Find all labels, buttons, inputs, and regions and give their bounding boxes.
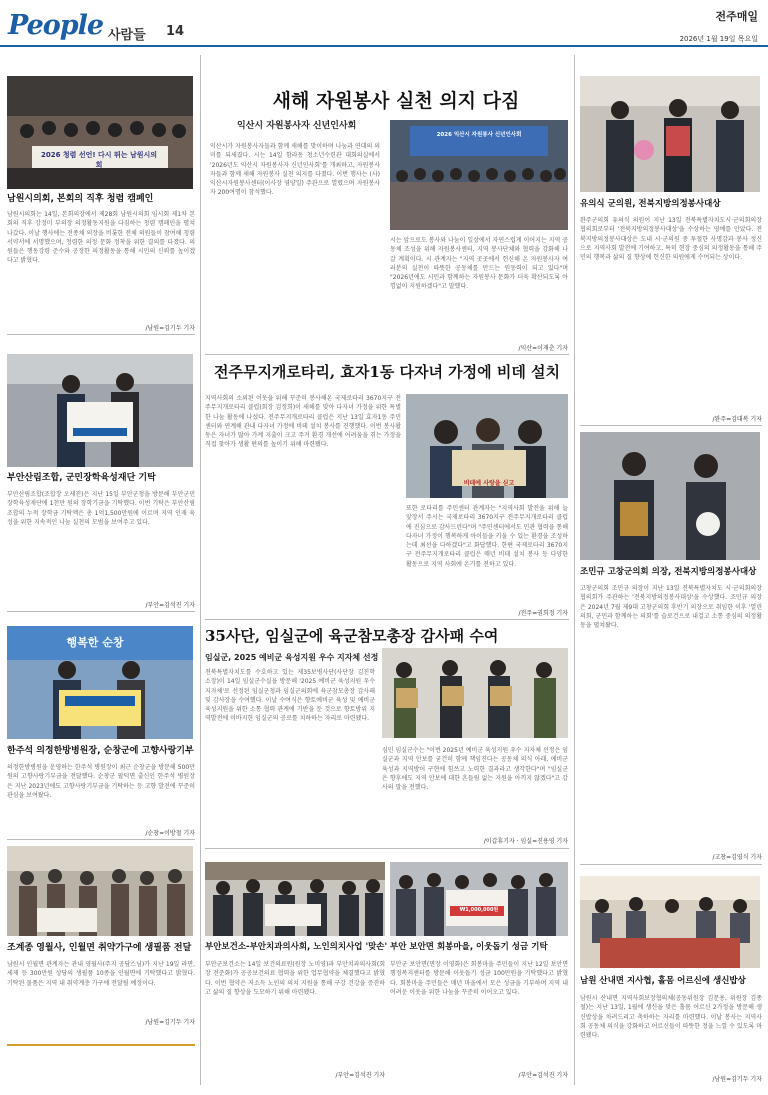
article-body: 남원시 인월면 관계자는 관내 영월사(주지 공담스님)가 지난 19일 라면, 세제 등 300만원 상당의 생필품 10종을 인월면에 기탁했다고 밝혔다. 기탁된 물품은 지역 내 취약계층 가구에 전달될 예정이다. — [7, 961, 195, 987]
header-rule — [0, 45, 768, 47]
article-body: 부안군 보안면(면장 이영화)은 회봉마을 주민들이 지난 12일 보안면 행정복지센터를 방문해 이웃돕기 성금 100만원을 기탁했다고 밝혔다. 회봉마을 주민들은 매년 마을에서 모은 성금을 기부하며 지역 내 어려운 이웃을 위한 나눔을 꾸준히 이어오고 있다. — [390, 961, 568, 996]
section-divider — [205, 848, 569, 849]
article-byline: /이갑휴기자 · 임실=진용영 기자 — [483, 838, 568, 845]
article-byline: /부안=김석진 기자 — [518, 1072, 568, 1079]
article-subhead: 익산시 자원봉사자 신년인사회 — [237, 121, 357, 131]
article-headline: 새해 자원봉사 실천 의지 다짐 — [272, 90, 520, 112]
section-divider — [580, 425, 762, 426]
article-body: 부안산림조합(조합장 오세진)은 지난 15일 부안군청을 방문해 부안군민장학육성재단에 1천만 원의 장학기금을 기탁했다. 이번 기탁은 부안산림조합의 누적 장학금 기탁액은 총 1억1,500만원에 이르며 지역 인재 육성을 위한 지속적인 나눔 실천의 모범을 보여주고 있다. — [7, 491, 195, 526]
article-headline: 남원시의회, 본회의 직후 청렴 캠페인 — [7, 194, 154, 204]
section-subtitle: 사람들 — [108, 28, 146, 43]
army-award-photo — [382, 648, 568, 738]
column-divider — [200, 55, 201, 1085]
page-number: 14 — [166, 24, 185, 39]
article-byline: /고창=김영식 기자 — [712, 854, 762, 861]
article-byline: /익산=이재춘 기자 — [518, 345, 568, 352]
council-campaign-photo — [7, 76, 193, 189]
article-body: 완주군의회 유의식 의원이 지난 13일 전북특별자치도시·군의회의장 협의회로부터 '전북지방의정봉사대상'을 수상하는 영예를 안았다. 전북지방의정봉사대상은 도내 시·군의원 중 투철한 사명감과 봉사 정신으로 지역사회 발전에 기여하고, 특히 현장 중심의 의정활동을 통해 주민의 행복과 삶의 질 향상에 헌신한 의원에게 수여되는 상이다. — [580, 217, 762, 262]
sidebar-rule — [7, 1044, 195, 1046]
article-byline: /전주=권희정 기자 — [518, 610, 568, 617]
gochang-award-photo — [580, 432, 760, 560]
article-byline: /완주=김대복 기자 — [712, 416, 762, 423]
article-headline: 조민규 고창군의회 의장, 전북지방의정봉사대상 — [580, 567, 757, 577]
article-byline: /남원=김기두 기자 — [145, 325, 195, 332]
article-body: 지역사회의 소외된 이웃을 위해 꾸준히 봉사해온 국제로타리 3670지구 전주무지개로타리 클럽(회장 김정희)이 새해를 맞아 다자녀 가정을 위한 특별한 나눔 활동에 나섰다. 전주무지개로타리 클럽은 지난 13일 효자1동 주민센터와 연계해 관내 다자녀 가정에 비데 설치 봉사를 진행했다. 이번 봉사활동은 자녀가 많아 가계 지출이 크고 주거 환경 개선에 어려움을 겪는 가정을 직접 찾아가 생활 편의를 높이기 위해 마련됐다. — [205, 395, 401, 449]
article-byline: /남원=김기두 기자 — [712, 1076, 762, 1083]
article-body: 부안군보건소는 14일 보건의료원(원장 노미영)과 부안치과의사회(회장 전준화)가 공공보건의료 협력을 위한 업무협약을 체결했다고 밝혔다. 이번 협약은 저소득 노인의 의치 지원을 통해 구강 건강을 증진하고 삶의 질 향상을 도모하기 위해 마련됐다. — [205, 961, 385, 996]
section-divider — [580, 864, 762, 865]
section-divider — [205, 619, 569, 620]
article-headline: 부안산림조합, 군민장학육성재단 기탁 — [7, 473, 156, 483]
article-body: 익산시가 자원봉사자들과 함께 새해를 맞이하며 나눔과 연대의 의미를 되새겼다. 시는 14일 함라동 청소년수련관 대회의실에서 '2026년도 익산시 자원봉사자 신년인사회'를 개최하고, 자원봉사자들과 함께 새해 자원봉사 실천 의지를 다졌다. 이번 행사는 (사)익산시자원봉사센터(이사장 염양일) 주관으로 열렸으며 자원봉사자 200여명이 참석했다. — [210, 143, 380, 197]
article-body: 시는 앞으로도 봉사와 나눔이 일상에서 자연스럽게 이어지는 지역 공동체 조성을 위해 자원봉사센터, 지역 봉사단체와 협력을 강화해 나갈 계획이다. 시 관계자는 "지역 곳곳에서 헌신해 온 자원봉사자 여러분의 실천이 따뜻한 공동체를 만드는 원동력이 되고 있다"며 "2026년에도 시민과 함께하는 자원봉사 문화가 더욱 확산되도록 아낌없이 지원하겠다"고 말했다. — [390, 237, 568, 291]
section-divider — [205, 354, 569, 355]
publication-name: 전주매일 — [715, 10, 758, 23]
article-headline: 한주석 의정한방병원장, 순창군에 고향사랑기부 — [7, 746, 194, 756]
photo-banner-text: 행복한 순창 — [66, 636, 124, 649]
article-byline: /부안=김석진 기자 — [335, 1072, 385, 1079]
issue-date: 2026년 1월 19일 목요일 — [679, 35, 758, 43]
article-headline: 부안 보안면 회봉마을, 이웃돕기 성금 기탁 — [390, 942, 548, 952]
article-byline: /부안=김석진 기자 — [145, 602, 195, 609]
article-byline: /남원=김기두 기자 — [145, 1019, 195, 1026]
article-body: 전북특별자치도를 수호하고 있는 제35보병사단(사단장 김진학 소장)이 14일 임실군수실을 방문해 '2025 예비군 육성지원 우수 지자체'로 선정된 임실군청과 임실군의회에 육군참모총장 감사패 및 감사장을 수여했다. 이날 수여식은 향토예비군 육성 및 예비군 육성지원을 위한 소통 협력 관계에 기반을 둔 것으로 향토방위 지역발전에 이바지한 임실군의 공로를 치하하는 자리로 마련됐다. — [205, 669, 375, 723]
birthday-table-photo — [580, 876, 760, 968]
article-headline: 유의식 군의원, 전북지방의정봉사대상 — [580, 199, 721, 209]
photo-banner-text: ₩1,000,000원 — [459, 907, 499, 913]
award-ceremony-photo — [580, 76, 760, 192]
photo-banner-text: 2026 청렴 선언! 다시 뛰는 남원시의회 — [40, 151, 157, 169]
article-headline: 35사단, 임실군에 육군참모총장 감사패 수여 — [205, 627, 499, 645]
article-body: 고창군의회 조민규 의장이 지난 13일 전북특별자치도 시·군의회의장협의회가 주관하는 '전북지방의정봉사대상'을 수상했다. 조민규 의장은 2024년 7월 제9대 고창군의회 후반기 의장으로 취임한 이후 '열린의회, 군민과 함께하는 의회'를 슬로건으로 내걸고 소통 중심의 의정활동을 펼쳐왔다. — [580, 585, 762, 630]
article-body: 심민 임실군수는 "이번 2025년 예비군 육성지원 우수 지자체 선정은 임실군과 지역 안보를 굳건히 함께 책임진다는 공동체 의식 아래, 예비군 육성과 지역방어 구현에 힘쓰고 노력한 결과라고 생각한다"며 "임실군은 향후에도 지역 안보에 대한 흔들림 없는 지원을 아끼지 않겠다"고 감사의 말을 전했다. — [382, 747, 568, 792]
photo-banner-text: 2026 익산시 자원봉사 신년인사회 — [436, 132, 522, 138]
article-body: 남원시 산내면 지역사회보장협의체(공동위원장 김문용, 위원장 김종철)는 지난 13일, 1월에 생신을 맞은 홀몸 어르신 2가정을 방문해 생신밥상을 차려드리고 축하하는 자리를 마련했다. 이날 봉사는 지역사회 공동체 의식을 강화하고 어르신들이 따뜻한 정을 느낄 수 있도록 마련됐다. — [580, 995, 762, 1040]
article-headline: 남원 산내면 지사협, 홀몸 어르신에 생신밥상 — [580, 976, 746, 986]
article-body: 남원시의회는 14일, 본회의장에서 제28회 남원시의회 임시회 제1차 본회의 직후 강정미 부의장 의정활동지원을 다짐하는 청렴 캠페인을 펼쳐 나갔다. 이날 행사에는 전종채 의장을 비롯한 전체 의원들이 참여해 청렴 서약서에 서명했으며, 청렴한 의정 문화 정착을 위한 결의를 다졌다. 의원들은 행동강령 준수와 공정한 의정활동을 통해 시민의 신뢰를 높이겠다고 밝혔다. — [7, 211, 195, 265]
forestry-donation-photo — [7, 354, 193, 467]
article-headline: 조계종 영월사, 인월면 취약가구에 생필품 전달 — [7, 943, 192, 953]
column-divider — [574, 55, 575, 1085]
temple-donation-photo — [7, 846, 193, 936]
village-donation-photo — [390, 862, 568, 936]
article-headline: 전주무지개로타리, 효자1동 다자녀 가정에 비데 설치 — [213, 363, 561, 381]
section-divider — [7, 334, 195, 335]
dental-agreement-photo — [205, 862, 385, 936]
article-headline: 부안보건소-부안치과의사회, 노인의치사업 '맞손' — [205, 942, 388, 952]
section-divider — [7, 611, 195, 612]
article-body: 또한 로타리를 주민센터 관계자는 "지역사회 발전을 위해 늘 앞장서 주시는 국제로타리 3670지구 전주무지개로타리 클럽에 진심으로 감사드린다"며 "주민센터에서도 민관 협력을 통해 다자녀 가정이 행복하게 아이들을 키울 수 있는 환경을 조성하는데 최선을 다하겠다"고 화답했다. 한편 국제로타리 3670지구 전주무지개로타리 클럽은 매년 비데 설치 봉사 등 다양한 활동으로 지역 사회에 온기를 전하고 있다. — [406, 505, 568, 568]
article-subhead: 임실군, 2025 예비군 육성지원 우수 지자체 선정 — [205, 653, 379, 662]
article-body: 의정한방병원을 운영하는 한주석 병원장이 최근 순창군을 방문해 500만원의 고향사랑기부금을 전달했다. 순창군 팔덕면 출신인 한주석 병원장은 지난 2023년에도 고향사랑기부금을 기탁하는 등 고향 발전에 꾸준히 관심을 보여왔다. — [7, 764, 195, 799]
section-divider — [7, 839, 195, 840]
photo-banner-text: 비데에 사랑을 싣고 — [463, 480, 515, 487]
article-byline: /순창=이방철 기자 — [145, 830, 195, 837]
section-title: People — [8, 10, 104, 41]
